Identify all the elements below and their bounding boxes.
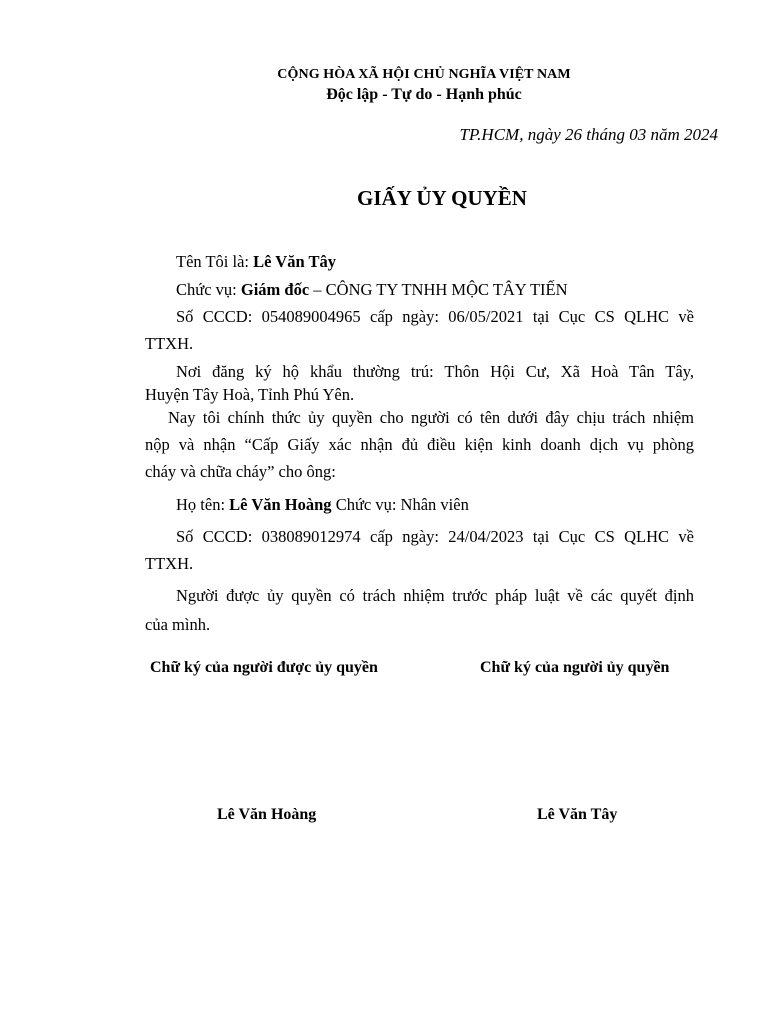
authorization-line1: Nay tôi chính thức ủy quyền cho người có tên dưới đây chịu trách nhiệm xyxy=(168,408,694,427)
responsibility-line1: Người được ủy quyền có trách nhiệm trước pháp luật về các quyết định xyxy=(176,586,694,605)
grantee-id-line2: TTXH. xyxy=(145,554,194,573)
authorization-line2: nộp và nhận “Cấp Giấy xác nhận đủ điều kiện kinh doanh dịch vụ phòng xyxy=(145,435,694,454)
grantor-position: Giám đốc xyxy=(240,280,310,299)
grantor-company: – CÔNG TY TNHH MỘC TÂY TIẾN xyxy=(309,280,568,299)
grantor-name-line xyxy=(176,252,336,272)
grantee-name: Lê Văn Hoàng xyxy=(229,495,332,514)
national-motto: Độc lập - Tự do - Hạnh phúc xyxy=(326,86,522,103)
grantee-signature-label: Chữ ký của người được ủy quyền xyxy=(150,659,378,676)
grantor-address-line1: Nơi đăng ký hộ khẩu thường trú: Thôn Hội Cư, Xã Hoà Tân Tây, xyxy=(176,362,694,381)
grantor-id-line2: TTXH. xyxy=(145,334,194,353)
grantee-position: Chức vụ: Nhân viên xyxy=(331,495,469,514)
grantor-position-label: Chức vụ: xyxy=(176,280,241,299)
national-title: CỘNG HÒA XÃ HỘI CHỦ NGHĨA VIỆT NAM xyxy=(277,67,571,82)
grantor-signature-label: Chữ ký của người ủy quyền xyxy=(480,659,670,676)
document-title: GIẤY ỦY QUYỀN xyxy=(357,186,527,210)
grantor-position-line xyxy=(176,280,568,300)
date-line: TP.HCM, ngày 26 tháng 03 năm 2024 xyxy=(459,125,718,144)
grantor-name: Lê Văn Tây xyxy=(253,252,336,271)
grantee-id-line1: Số CCCD: 038089012974 cấp ngày: 24/04/2023 tại Cục CS QLHC về xyxy=(176,527,694,546)
grantee-signature-name: Lê Văn Hoàng xyxy=(217,806,317,823)
grantee-name-line xyxy=(176,495,469,515)
authorization-line3: cháy và chữa cháy” cho ông: xyxy=(145,462,336,481)
grantor-name-label: Tên Tôi là: xyxy=(176,252,254,271)
grantee-name-label: Họ tên: xyxy=(176,495,230,514)
grantor-signature-name: Lê Văn Tây xyxy=(537,806,618,823)
grantor-id-line1: Số CCCD: 054089004965 cấp ngày: 06/05/2021 tại Cục CS QLHC về xyxy=(176,307,694,326)
grantor-address-line2: Huyện Tây Hoà, Tỉnh Phú Yên. xyxy=(145,385,355,404)
responsibility-line2: của mình. xyxy=(145,615,211,634)
